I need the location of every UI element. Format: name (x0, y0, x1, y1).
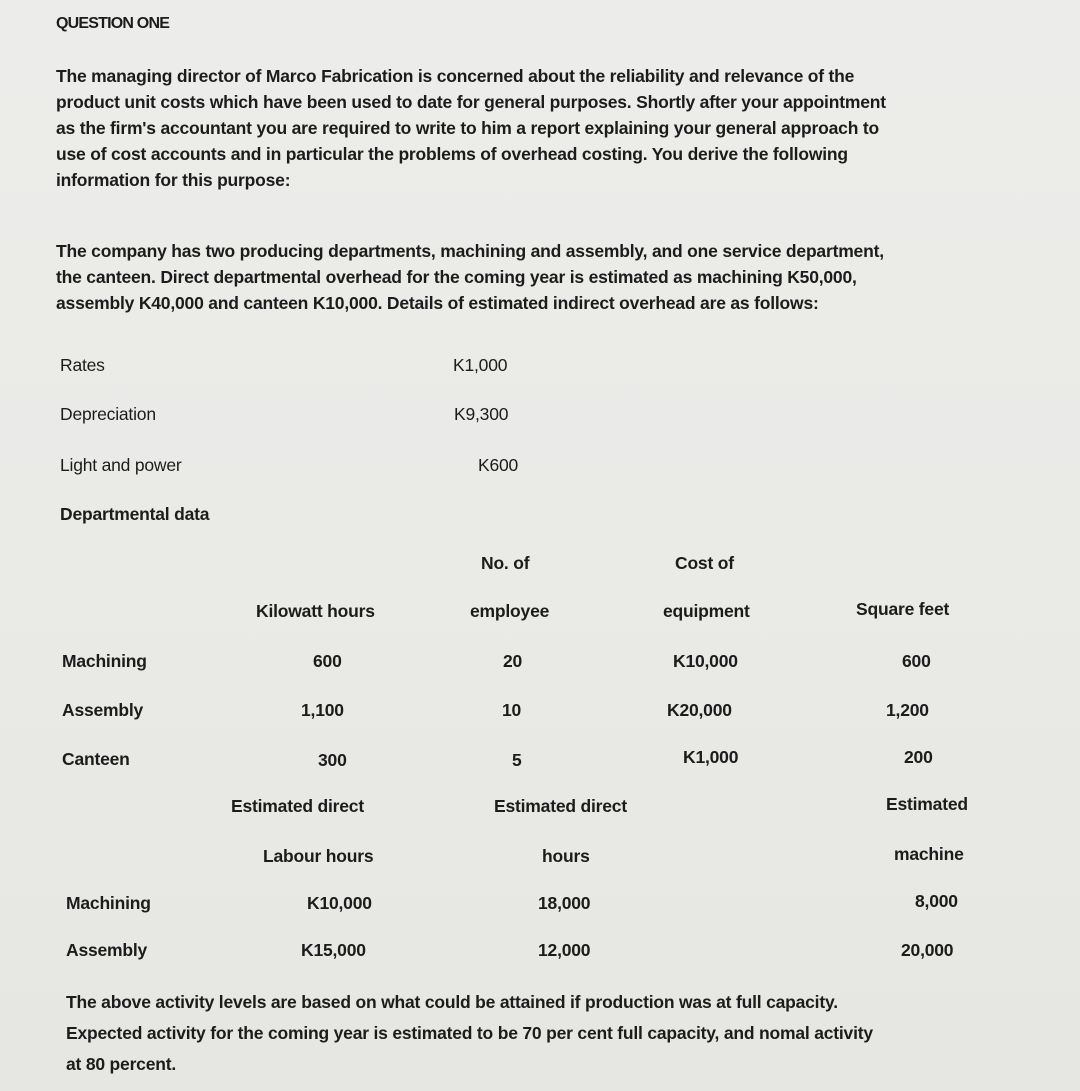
closing-line: The above activity levels are based on what could be attained if production was at full capacity. (66, 992, 838, 1012)
closing-line: at 80 percent. (66, 1054, 177, 1074)
cell-labour: K10,000 (307, 893, 372, 913)
col-header-labour: Estimated direct (231, 796, 364, 816)
cell-kwh: 1,100 (301, 700, 344, 720)
cell-machine: 8,000 (915, 891, 958, 911)
col-header-employees: employee (470, 601, 550, 621)
overhead-value: K1,000 (453, 355, 508, 375)
col-header-labour: Labour hours (263, 846, 374, 866)
cell-direct: 18,000 (538, 893, 591, 913)
col-header-machine: machine (894, 844, 964, 864)
cell-machine: 20,000 (901, 940, 954, 960)
cell-labour: K15,000 (301, 940, 366, 960)
cell-employees: 5 (512, 750, 522, 770)
col-header-equipment: equipment (663, 601, 750, 621)
cell-equipment: K20,000 (667, 700, 732, 720)
row-dept: Assembly (62, 700, 144, 720)
intro-line: as the firm's accountant you are required to write to him a report explaining your general approach to (56, 118, 879, 138)
row-dept: Machining (62, 651, 147, 671)
overhead-value: K600 (478, 455, 519, 475)
intro-line: product unit costs which have been used to date for general purposes. Shortly after your appointment (56, 92, 886, 112)
row-dept: Machining (66, 893, 151, 913)
cell-kwh: 600 (313, 651, 342, 671)
cell-sqft: 200 (904, 747, 933, 767)
cell-employees: 10 (502, 700, 522, 720)
company-line: the canteen. Direct departmental overhead for the coming year is estimated as machining K50,000, (56, 267, 857, 287)
overhead-label: Rates (60, 355, 105, 375)
cell-kwh: 300 (318, 750, 347, 770)
col-header-kwh: Kilowatt hours (256, 601, 375, 621)
company-line: assembly K40,000 and canteen K10,000. Details of estimated indirect overhead are as follows: (56, 293, 819, 313)
company-line: The company has two producing departments, machining and assembly, and one service department, (56, 241, 884, 261)
intro-line: The managing director of Marco Fabrication is concerned about the reliability and relevance of the (56, 66, 855, 86)
cell-equipment: K10,000 (673, 651, 738, 671)
company-paragraph (56, 238, 884, 316)
row-dept: Canteen (62, 749, 130, 769)
cell-equipment: K1,000 (683, 747, 739, 767)
intro-paragraph (56, 63, 886, 193)
overhead-label: Light and power (60, 455, 182, 475)
col-header-machine: Estimated (886, 794, 968, 814)
intro-line: information for this purpose: (56, 170, 291, 190)
overhead-label: Depreciation (60, 404, 156, 424)
overhead-value: K9,300 (454, 404, 509, 424)
closing-paragraph (66, 987, 873, 1080)
cell-sqft: 1,200 (886, 700, 929, 720)
col-header-sqft: Square feet (856, 599, 950, 619)
col-header-direct: hours (542, 846, 590, 866)
cell-employees: 20 (503, 651, 523, 671)
col-header-direct: Estimated direct (494, 796, 627, 816)
row-dept: Assembly (66, 940, 148, 960)
cell-direct: 12,000 (538, 940, 591, 960)
intro-line: use of cost accounts and in particular the problems of overhead costing. You derive the following (56, 144, 848, 164)
departmental-data-title: Departmental data (60, 504, 210, 524)
question-heading: QUESTION ONE (56, 15, 170, 32)
cell-sqft: 600 (902, 651, 931, 671)
closing-line: Expected activity for the coming year is estimated to be 70 per cent full capacity, and nomal activity (66, 1023, 873, 1043)
col-header-equipment: Cost of (675, 553, 734, 573)
col-header-employees: No. of (481, 553, 530, 573)
